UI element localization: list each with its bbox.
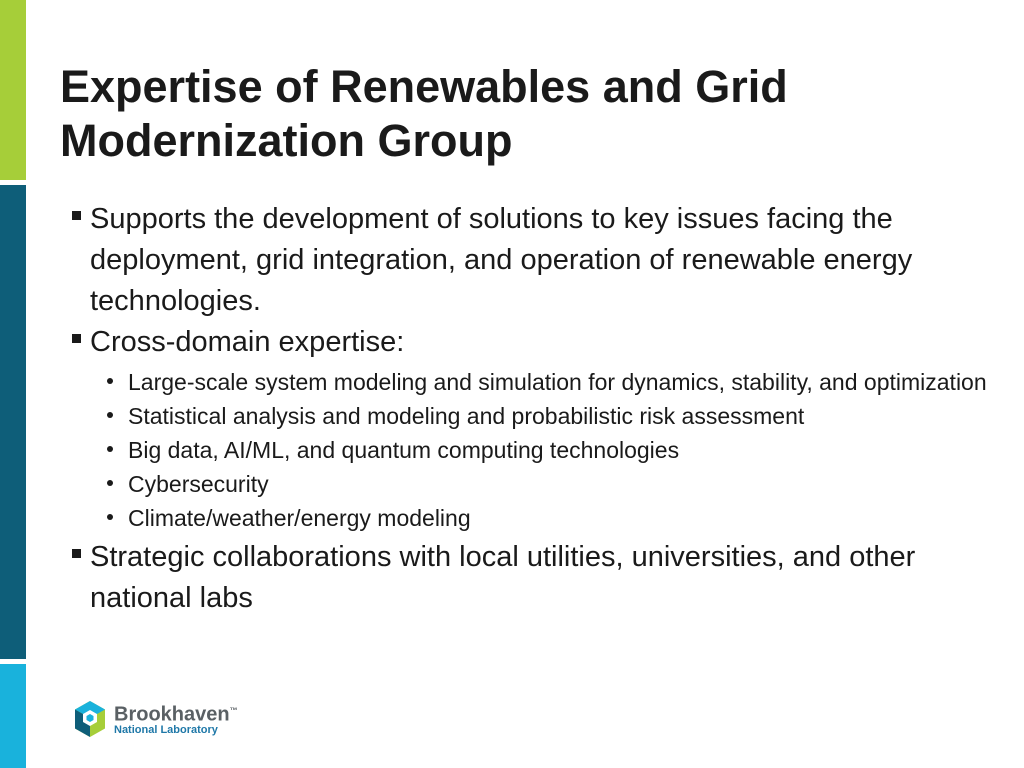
- round-bullet-icon: [107, 514, 113, 520]
- logo-name: Brookhaven™: [114, 703, 238, 726]
- square-bullet-icon: [72, 334, 81, 343]
- bullet-item: [72, 537, 992, 619]
- bullet-text: Strategic collaborations with local utilities, universities, and other national labs: [90, 541, 916, 614]
- slide-title: Expertise of Renewables and Grid Modernization Group: [60, 61, 788, 166]
- brookhaven-logo: [72, 699, 238, 739]
- round-bullet-icon: [107, 378, 113, 384]
- sub-bullet-item: [104, 365, 992, 399]
- sub-bullet-item: [104, 501, 992, 535]
- round-bullet-icon: [107, 480, 113, 486]
- sub-bullet-item: [104, 399, 992, 433]
- round-bullet-icon: [107, 446, 113, 452]
- sub-bullet-text: Cybersecurity: [128, 471, 269, 497]
- side-accent-cyan: [0, 664, 26, 768]
- sub-bullet-text: Big data, AI/ML, and quantum computing technologies: [128, 437, 680, 463]
- logo-subtitle: National Laboratory: [114, 724, 218, 737]
- hexagon-cube-logo-icon: [72, 699, 108, 739]
- round-bullet-icon: [107, 412, 113, 418]
- side-accent-teal: [0, 185, 26, 659]
- side-accent-green: [0, 0, 26, 180]
- slide-content: [72, 199, 992, 619]
- square-bullet-icon: [72, 549, 81, 558]
- bullet-text: Cross-domain expertise:: [90, 326, 405, 358]
- logo-wordmark: [114, 701, 238, 738]
- sub-bullet-text: Large-scale system modeling and simulation for dynamics, stability, and optimization: [128, 369, 987, 395]
- square-bullet-icon: [72, 211, 81, 220]
- sub-bullet-list: [104, 365, 992, 535]
- sub-bullet-text: Climate/weather/energy modeling: [128, 505, 471, 531]
- sub-bullet-item: [104, 433, 992, 467]
- sub-bullet-item: [104, 467, 992, 501]
- bullet-item: [72, 322, 992, 363]
- bullet-text: Supports the development of solutions to key issues facing the deployment, grid integration, and operation of renewable energy technologies.: [90, 203, 913, 317]
- sub-bullet-text: Statistical analysis and modeling and probabilistic risk assessment: [128, 403, 805, 429]
- bullet-item: [72, 199, 992, 322]
